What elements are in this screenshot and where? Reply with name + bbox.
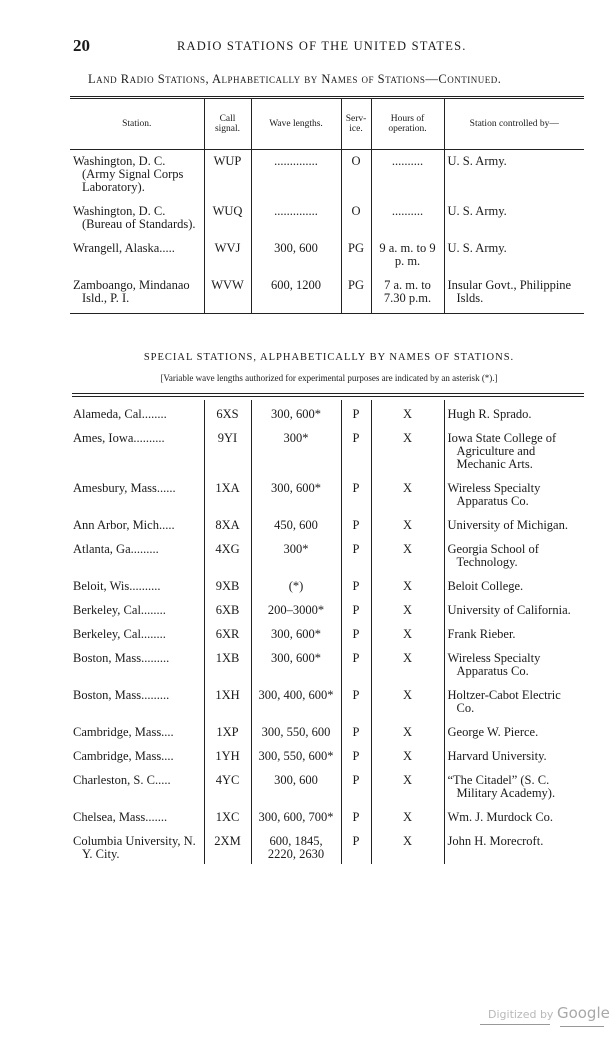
wave-length-cell: 300, 550, 600* bbox=[251, 742, 341, 766]
hours-cell: X bbox=[371, 681, 444, 718]
watermark-brand: Google bbox=[556, 1004, 610, 1022]
controlled-by-cell: Georgia School of Technology. bbox=[444, 535, 584, 572]
hours-cell: X bbox=[371, 400, 444, 424]
hours-cell: 7 a. m. to 7.30 p.m. bbox=[371, 271, 444, 314]
wave-length-cell: 200–3000* bbox=[251, 596, 341, 620]
station-cell: Boston, Mass......... bbox=[73, 651, 170, 665]
controlled-by-cell: U. S. Army. bbox=[444, 197, 584, 234]
call-signal-cell: 6XS bbox=[204, 400, 251, 424]
wave-length-cell: 450, 600 bbox=[251, 511, 341, 535]
special-station-row bbox=[70, 511, 584, 535]
station-cell: Zamboango, Mindanao Isld., P. I. bbox=[70, 271, 204, 314]
wave-length-cell: 300, 600* bbox=[251, 474, 341, 511]
service-cell: O bbox=[341, 197, 371, 234]
service-cell: P bbox=[341, 742, 371, 766]
wave-length-cell: 600, 1200 bbox=[251, 271, 341, 314]
controlled-by-cell: Wm. J. Murdock Co. bbox=[444, 803, 584, 827]
hours-cell: X bbox=[371, 511, 444, 535]
station-cell: Cambridge, Mass.... bbox=[73, 725, 174, 739]
call-signal-cell: 2XM bbox=[204, 827, 251, 864]
call-signal-cell: 9YI bbox=[204, 424, 251, 474]
service-cell: P bbox=[341, 766, 371, 803]
hours-cell: X bbox=[371, 742, 444, 766]
wave-length-cell: 300* bbox=[251, 535, 341, 572]
controlled-by-cell: John H. Morecroft. bbox=[444, 827, 584, 864]
land-station-row bbox=[70, 147, 584, 197]
call-signal-cell: 1XC bbox=[204, 803, 251, 827]
service-cell: PG bbox=[341, 234, 371, 271]
land-station-row bbox=[70, 234, 584, 271]
service-cell: P bbox=[341, 803, 371, 827]
special-station-row bbox=[70, 827, 584, 864]
service-cell: P bbox=[341, 535, 371, 572]
service-cell: P bbox=[341, 424, 371, 474]
wave-length-cell: 300, 400, 600* bbox=[251, 681, 341, 718]
wave-length-cell: 600, 1845, 2220, 2630 bbox=[251, 827, 341, 864]
call-signal-cell: 9XB bbox=[204, 572, 251, 596]
controlled-by-cell: U. S. Army. bbox=[444, 234, 584, 271]
special-station-row bbox=[70, 596, 584, 620]
service-cell: P bbox=[341, 620, 371, 644]
call-signal-cell: 6XR bbox=[204, 620, 251, 644]
watermark-prefix: Digitized by bbox=[488, 1008, 554, 1021]
wave-length-cell: 300, 600* bbox=[251, 400, 341, 424]
controlled-by-cell: Frank Rieber. bbox=[444, 620, 584, 644]
wave-length-cell: 300, 600 bbox=[251, 766, 341, 803]
call-signal-cell: 4XG bbox=[204, 535, 251, 572]
table-subtitle: Land Radio Stations, Alphabetically by Names of Stations—Continued. bbox=[88, 72, 502, 86]
call-signal-cell: 1XH bbox=[204, 681, 251, 718]
hours-cell: X bbox=[371, 474, 444, 511]
controlled-by-cell: U. S. Army. bbox=[444, 147, 584, 197]
service-cell: P bbox=[341, 644, 371, 681]
header-hours: Hours of operation. bbox=[371, 98, 444, 150]
controlled-by-cell: University of Michigan. bbox=[444, 511, 584, 535]
station-cell: Wrangell, Alaska..... bbox=[73, 241, 175, 255]
call-signal-cell: 1XP bbox=[204, 718, 251, 742]
call-signal-cell: 1XA bbox=[204, 474, 251, 511]
station-cell: Columbia University, N. Y. City. bbox=[73, 834, 196, 861]
wave-length-cell: (*) bbox=[251, 572, 341, 596]
footer-rule-right bbox=[560, 1026, 604, 1027]
footer-rule-left bbox=[480, 1024, 550, 1025]
station-cell: Alameda, Cal........ bbox=[73, 407, 167, 421]
hours-cell: X bbox=[371, 803, 444, 827]
running-title: RADIO STATIONS OF THE UNITED STATES. bbox=[177, 39, 467, 53]
controlled-by-cell: George W. Pierce. bbox=[444, 718, 584, 742]
special-section-title: SPECIAL STATIONS, ALPHABETICALLY BY NAMES OF STATIONS. bbox=[143, 352, 515, 363]
header-station: Station. bbox=[122, 119, 152, 129]
wave-length-cell: 300, 600* bbox=[251, 644, 341, 681]
call-signal-cell: 6XB bbox=[204, 596, 251, 620]
call-signal-cell: 8XA bbox=[204, 511, 251, 535]
service-cell: P bbox=[341, 596, 371, 620]
header-service: Serv-ice. bbox=[341, 98, 371, 150]
station-cell: Beloit, Wis.......... bbox=[73, 579, 161, 593]
station-cell: Washington, D. C. (Bureau of Standards). bbox=[73, 204, 196, 231]
controlled-by-cell: Wireless Specialty Apparatus Co. bbox=[444, 644, 584, 681]
hours-cell: X bbox=[371, 766, 444, 803]
hours-cell: X bbox=[371, 620, 444, 644]
controlled-by-cell: Beloit College. bbox=[444, 572, 584, 596]
station-cell: Amesbury, Mass...... bbox=[73, 481, 176, 495]
station-cell: Cambridge, Mass.... bbox=[73, 749, 174, 763]
station-cell: Boston, Mass......... bbox=[73, 688, 170, 702]
hours-cell: X bbox=[371, 596, 444, 620]
wave-length-cell: 300, 600 bbox=[251, 234, 341, 271]
header-wave-lengths: Wave lengths. bbox=[251, 98, 341, 150]
controlled-by-cell: University of California. bbox=[444, 596, 584, 620]
hours-cell: X bbox=[371, 572, 444, 596]
service-cell: P bbox=[341, 400, 371, 424]
special-station-row bbox=[70, 766, 584, 803]
station-cell: Ann Arbor, Mich..... bbox=[73, 518, 175, 532]
call-signal-cell: 1YH bbox=[204, 742, 251, 766]
special-station-row bbox=[70, 572, 584, 596]
hours-cell: .......... bbox=[371, 147, 444, 197]
hours-cell: X bbox=[371, 424, 444, 474]
special-section-note: [Variable wave lengths authorized for experimental purposes are indicated by an asterisk (*).] bbox=[160, 373, 498, 383]
station-cell: Berkeley, Cal........ bbox=[73, 627, 166, 641]
hours-cell: X bbox=[371, 718, 444, 742]
service-cell: P bbox=[341, 681, 371, 718]
controlled-by-cell: Harvard University. bbox=[444, 742, 584, 766]
hours-cell: 9 a. m. to 9 p. m. bbox=[371, 234, 444, 271]
special-header-rule-bottom bbox=[72, 396, 584, 397]
hours-cell: .......... bbox=[371, 197, 444, 234]
service-cell: P bbox=[341, 827, 371, 864]
controlled-by-cell: Holtzer-Cabot Electric Co. bbox=[444, 681, 584, 718]
call-signal-cell: 4YC bbox=[204, 766, 251, 803]
page-number: 20 bbox=[73, 36, 90, 55]
service-cell: P bbox=[341, 718, 371, 742]
service-cell: P bbox=[341, 474, 371, 511]
land-station-row bbox=[70, 271, 584, 314]
service-cell: PG bbox=[341, 271, 371, 314]
wave-length-cell: 300, 550, 600 bbox=[251, 718, 341, 742]
hours-cell: X bbox=[371, 827, 444, 864]
special-station-row bbox=[70, 474, 584, 511]
station-cell: Charleston, S. C..... bbox=[73, 773, 171, 787]
special-station-row bbox=[70, 400, 584, 424]
controlled-by-cell: Wireless Specialty Apparatus Co. bbox=[444, 474, 584, 511]
special-station-row bbox=[70, 620, 584, 644]
station-cell: Berkeley, Cal........ bbox=[73, 603, 166, 617]
land-station-row bbox=[70, 197, 584, 234]
digitized-watermark bbox=[488, 1004, 610, 1022]
page-header bbox=[73, 36, 583, 58]
service-cell: P bbox=[341, 511, 371, 535]
call-signal-cell: 1XB bbox=[204, 644, 251, 681]
land-stations-table bbox=[70, 147, 584, 314]
special-station-row bbox=[70, 681, 584, 718]
hours-cell: X bbox=[371, 535, 444, 572]
special-station-row bbox=[70, 718, 584, 742]
special-station-row bbox=[70, 424, 584, 474]
call-signal-cell: WUQ bbox=[204, 197, 251, 234]
special-station-row bbox=[70, 535, 584, 572]
controlled-by-cell: “The Citadel” (S. C. Military Academy). bbox=[444, 766, 584, 803]
call-signal-cell: WVW bbox=[204, 271, 251, 314]
controlled-by-cell: Hugh R. Sprado. bbox=[444, 400, 584, 424]
special-station-row bbox=[70, 742, 584, 766]
special-station-row bbox=[70, 803, 584, 827]
station-cell: Chelsea, Mass....... bbox=[73, 810, 168, 824]
hours-cell: X bbox=[371, 644, 444, 681]
station-cell: Atlanta, Ga......... bbox=[73, 542, 159, 556]
service-cell: O bbox=[341, 147, 371, 197]
wave-length-cell: 300, 600, 700* bbox=[251, 803, 341, 827]
controlled-by-cell: Iowa State College of Agriculture and Mechanic Arts. bbox=[444, 424, 584, 474]
controlled-by-cell: Insular Govt., Philippine Islds. bbox=[444, 271, 584, 314]
wave-length-cell: .............. bbox=[251, 147, 341, 197]
wave-length-cell: .............. bbox=[251, 197, 341, 234]
service-cell: P bbox=[341, 572, 371, 596]
column-header-row bbox=[70, 96, 584, 150]
station-cell: Washington, D. C. (Army Signal Corps Laboratory). bbox=[73, 154, 184, 194]
special-stations-table bbox=[70, 400, 584, 864]
header-controlled-by: Station controlled by— bbox=[444, 98, 584, 150]
wave-length-cell: 300, 600* bbox=[251, 620, 341, 644]
special-header-rule-top bbox=[72, 393, 584, 394]
call-signal-cell: WVJ bbox=[204, 234, 251, 271]
station-cell: Ames, Iowa.......... bbox=[73, 431, 165, 445]
call-signal-cell: WUP bbox=[204, 147, 251, 197]
header-call-signal: Call signal. bbox=[204, 98, 251, 150]
wave-length-cell: 300* bbox=[251, 424, 341, 474]
special-station-row bbox=[70, 644, 584, 681]
